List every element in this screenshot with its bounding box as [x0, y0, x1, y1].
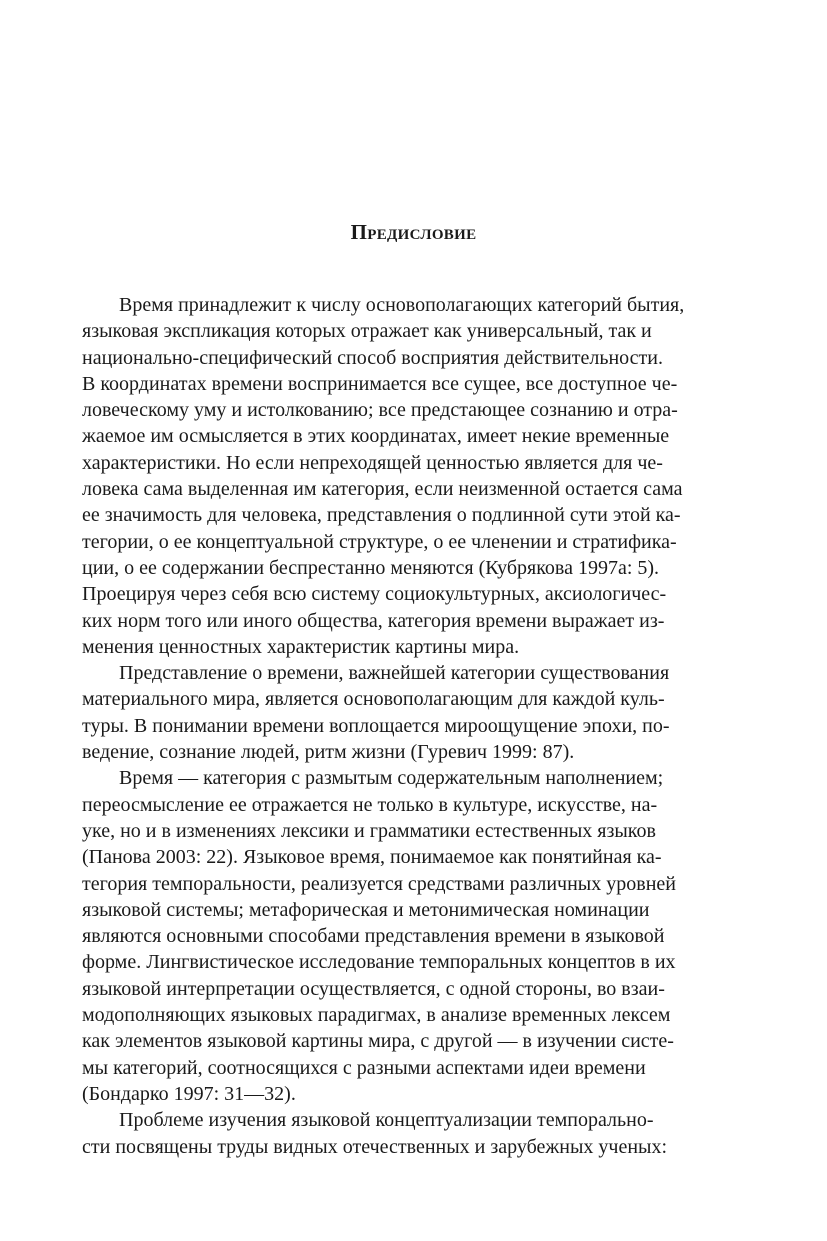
- text-line: мы категорий, соотносящихся с разными аспектами идеи времени: [82, 1056, 646, 1079]
- text-line: менения ценностных характеристик картины мира.: [82, 635, 520, 658]
- text-line: Представление о времени, важнейшей категории существования: [119, 662, 670, 685]
- text-line: уке, но и в изменениях лексики и грамматики естественных языков: [82, 819, 656, 842]
- paragraph: [82, 660, 734, 765]
- paragraph: [82, 765, 734, 1107]
- text-line: материального мира, является основополагающим для каждой куль-: [82, 688, 665, 711]
- text-line: туры. В понимании времени воплощается мироощущение эпохи, по-: [82, 714, 670, 737]
- text-line: характеристики. Но если непреходящей ценностью является для че-: [82, 451, 663, 474]
- paragraph: [82, 1107, 734, 1160]
- text-line: как элементов языковой картины мира, с другой — в изучении систе-: [82, 1030, 674, 1053]
- text-line: жаемое им осмысляется в этих координатах, имеет некие временные: [82, 425, 670, 448]
- text-line: Время — категория с размытым содержательным наполнением;: [119, 767, 664, 790]
- text-line: В координатах времени воспринимается все сущее, все доступное че-: [82, 372, 678, 395]
- text-line: ведение, сознание людей, ритм жизни (Гуревич 1999: 87).: [82, 741, 575, 764]
- text-line: языковая экспликация которых отражает как универсальный, так и: [82, 320, 652, 343]
- text-line: ловека сама выделенная им категория, если неизменной остается сама: [82, 478, 683, 501]
- text-line: ких норм того или иного общества, категория времени выражает из-: [82, 609, 665, 632]
- text-line: языковой системы; метафорическая и метонимическая номинации: [82, 898, 650, 921]
- text-line: форме. Лингвистическое исследование темпоральных концептов в их: [82, 951, 676, 974]
- page-title: Предисловие: [350, 220, 477, 244]
- text-line: ции, о ее содержании беспрестанно меняются (Кубрякова 1997а: 5).: [82, 556, 660, 579]
- text-line: языковой интерпретации осуществляется, с одной стороны, во взаи-: [82, 977, 665, 1000]
- text-line: модополняющих языковых парадигмах, в анализе временных лексем: [82, 1004, 671, 1027]
- text-line: являются основными способами представления времени в языковой: [82, 925, 665, 948]
- text-line: национально-специфический способ восприятия действительности.: [82, 346, 663, 369]
- text-line: переосмысление ее отражается не только в культуре, искусстве, на-: [82, 793, 658, 816]
- text-line: ее значимость для человека, представления о подлинной сути этой ка-: [82, 504, 681, 527]
- text-line: тегория темпоральности, реализуется средствами различных уровней: [82, 872, 676, 895]
- text-line: (Бондарко 1997: 31—32).: [82, 1082, 296, 1105]
- body-text: [82, 292, 734, 1160]
- text-line: (Панова 2003: 22). Языковое время, понимаемое как понятийная ка-: [82, 846, 662, 869]
- text-line: Проблеме изучения языковой концептуализации темпоральнo-: [119, 1109, 654, 1132]
- text-line: тегории, о ее концептуальной структуре, о ее членении и стратифика-: [82, 530, 677, 553]
- text-line: Время принадлежит к числу основополагающих категорий бытия,: [119, 294, 685, 316]
- text-line: ловеческому уму и истолкованию; все предстающее сознанию и отра-: [82, 399, 678, 422]
- text-line: сти посвящены труды видных отечественных и зарубежных ученых:: [82, 1135, 668, 1158]
- paragraph: [82, 292, 734, 660]
- text-line: Проецируя через себя всю систему социокультурных, аксиологичес-: [82, 583, 667, 606]
